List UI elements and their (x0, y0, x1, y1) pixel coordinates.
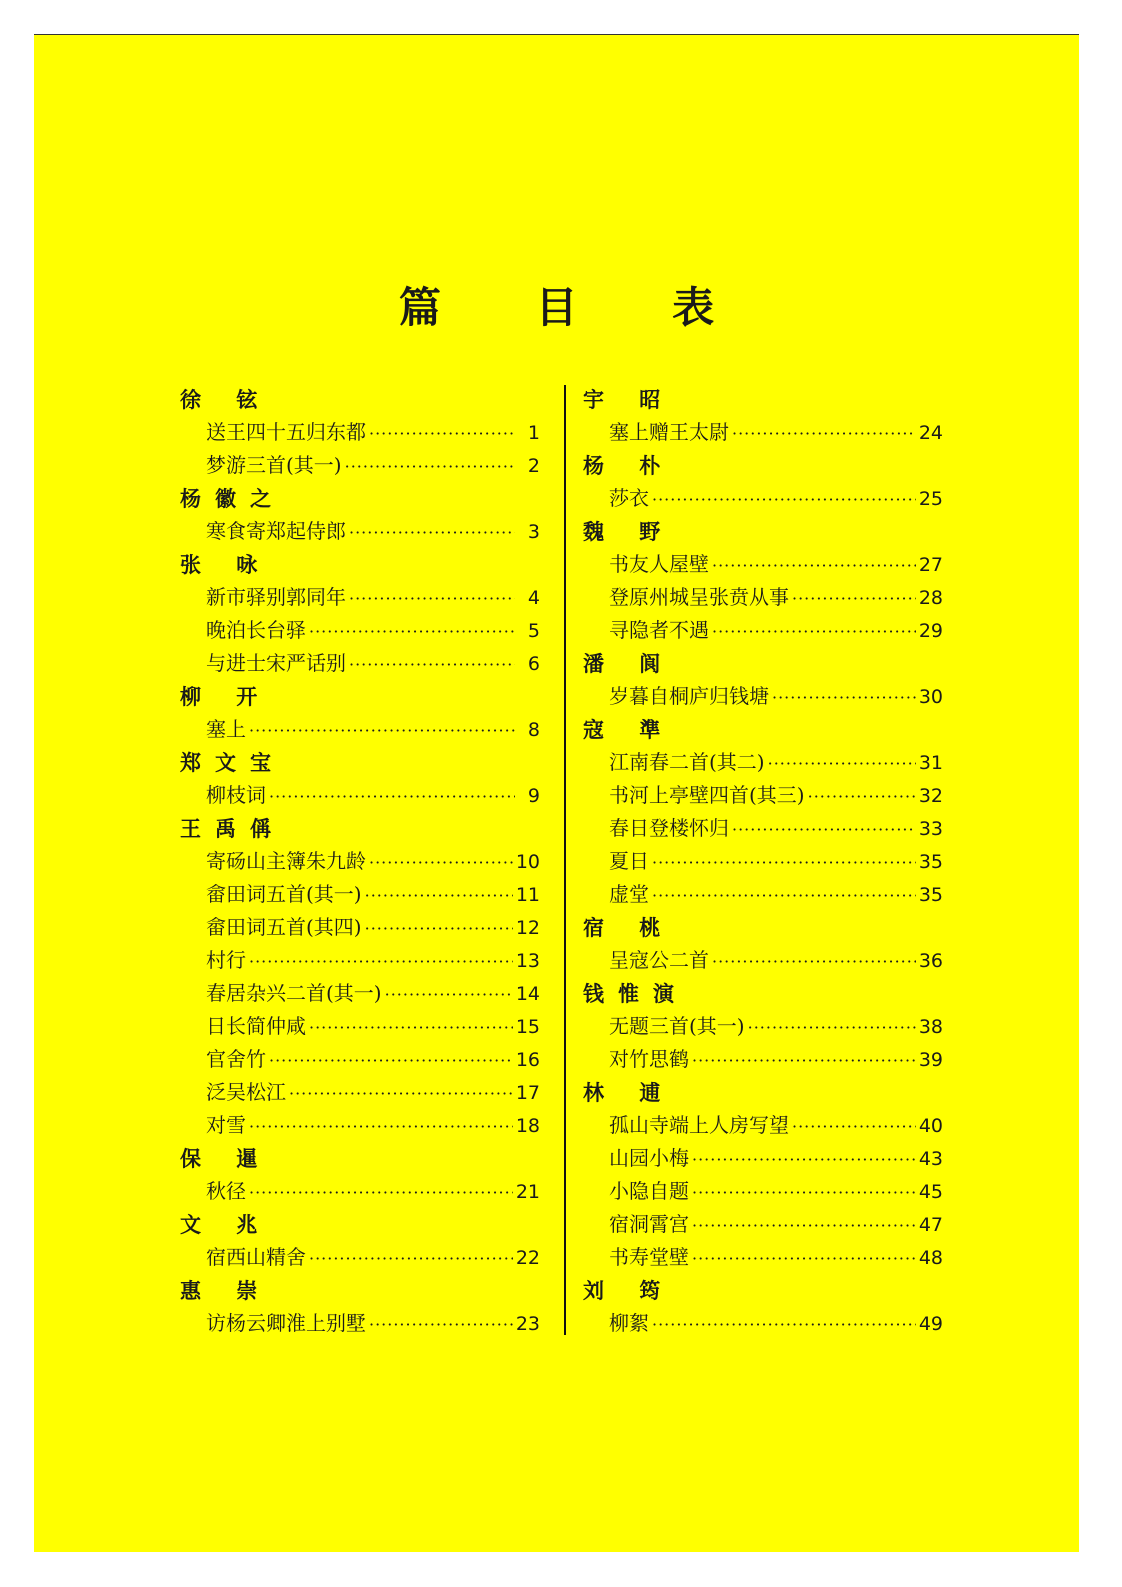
entry-page-number: 39 (918, 1049, 943, 1071)
column-divider (564, 385, 566, 1335)
entry-title: 畲田词五首(其四) (206, 915, 362, 939)
entry-page-number: 1 (527, 422, 540, 444)
entry-title: 寒食寄郑起侍郎 (206, 519, 346, 543)
toc-entry[interactable] (180, 1307, 540, 1340)
entry-title: 塞上赠王太尉 (609, 420, 729, 444)
entry-title: 春居杂兴二首(其一) (206, 981, 382, 1005)
dot-leader (349, 648, 515, 681)
dot-leader (249, 945, 513, 978)
entry-page-number: 28 (918, 587, 943, 609)
author-heading: 徐 铉 (180, 387, 272, 412)
dot-leader (732, 813, 916, 846)
entry-title: 山园小梅 (609, 1146, 689, 1170)
toc-entry[interactable] (180, 614, 540, 647)
entry-title: 孤山寺端上人房写望 (609, 1113, 789, 1137)
dot-leader (309, 615, 515, 648)
toc-entry[interactable] (180, 1241, 540, 1274)
dot-leader (249, 1110, 513, 1143)
author-heading: 王禹偁 (180, 816, 285, 841)
entry-title: 夏日 (609, 849, 649, 873)
toc-entry[interactable] (583, 1208, 943, 1241)
toc-entry[interactable] (583, 779, 943, 812)
entry-title: 岁暮自桐庐归钱塘 (609, 684, 769, 708)
entry-page-number: 14 (515, 983, 540, 1005)
author-heading: 钱惟演 (583, 981, 688, 1006)
author-heading: 宇 昭 (583, 387, 675, 412)
toc-entry[interactable] (583, 746, 943, 779)
toc-entry[interactable] (180, 1109, 540, 1142)
dot-leader (712, 549, 916, 582)
entry-title: 梦游三首(其一) (206, 453, 342, 477)
toc-entry[interactable] (180, 944, 540, 977)
entry-page-number: 40 (918, 1115, 943, 1137)
toc-entry[interactable] (583, 1142, 943, 1175)
toc-entry[interactable] (583, 1241, 943, 1274)
dot-leader (369, 846, 513, 879)
entry-title: 塞上 (206, 717, 246, 741)
entry-title: 晚泊长台驿 (206, 618, 306, 642)
page-title: 篇 目 表 (398, 283, 755, 332)
entry-page-number: 32 (918, 785, 943, 807)
entry-title: 与进士宋严话别 (206, 651, 346, 675)
entry-title: 呈寇公二首 (609, 948, 709, 972)
toc-entry[interactable] (583, 614, 943, 647)
dot-leader (652, 1308, 916, 1341)
toc-entry[interactable] (583, 548, 943, 581)
dot-leader (712, 945, 916, 978)
toc-entry[interactable] (583, 581, 943, 614)
toc-entry[interactable] (180, 581, 540, 614)
toc-entry[interactable] (180, 878, 540, 911)
entry-page-number: 49 (918, 1313, 943, 1335)
toc-entry[interactable] (583, 680, 943, 713)
author-heading: 林 逋 (583, 1080, 675, 1105)
entry-page-number: 21 (515, 1181, 540, 1203)
dot-leader (692, 1044, 916, 1077)
toc-entry[interactable] (583, 482, 943, 515)
entry-title: 对竹思鹤 (609, 1047, 689, 1071)
toc-entry[interactable] (583, 878, 943, 911)
entry-page-number: 27 (918, 554, 943, 576)
toc-right-column (583, 383, 943, 1340)
toc-entry[interactable] (583, 944, 943, 977)
entry-title: 小隐自题 (609, 1179, 689, 1203)
dot-leader (792, 1110, 916, 1143)
dot-leader (349, 516, 515, 549)
entry-title: 春日登楼怀归 (609, 816, 729, 840)
dot-leader (249, 1176, 513, 1209)
entry-page-number: 3 (527, 521, 540, 543)
toc-entry[interactable] (180, 449, 540, 482)
entry-page-number: 8 (527, 719, 540, 741)
author-heading: 宿 桃 (583, 915, 675, 940)
dot-leader (369, 1308, 513, 1341)
entry-page-number: 6 (527, 653, 540, 675)
entry-page-number: 31 (918, 752, 943, 774)
entry-title: 畲田词五首(其一) (206, 882, 362, 906)
entry-page-number: 23 (515, 1313, 540, 1335)
dot-leader (748, 1011, 916, 1044)
dot-leader (349, 582, 515, 615)
entry-page-number: 11 (515, 884, 540, 906)
entry-page-number: 43 (918, 1148, 943, 1170)
entry-page-number: 29 (918, 620, 943, 642)
dot-leader (365, 912, 513, 945)
toc-left-column (180, 383, 540, 1340)
toc-entry[interactable] (180, 416, 540, 449)
entry-title: 访杨云卿淮上别墅 (206, 1311, 366, 1335)
entry-title: 对雪 (206, 1113, 246, 1137)
entry-title: 书友人屋壁 (609, 552, 709, 576)
dot-leader (345, 450, 515, 483)
entry-title: 新市驿别郭同年 (206, 585, 346, 609)
dot-leader (652, 879, 916, 912)
entry-title: 江南春二首(其二) (609, 750, 765, 774)
entry-page-number: 38 (918, 1016, 943, 1038)
toc-entry[interactable] (583, 812, 943, 845)
dot-leader (712, 615, 916, 648)
entry-page-number: 30 (918, 686, 943, 708)
entry-title: 柳絮 (609, 1311, 649, 1335)
toc-entry[interactable] (180, 1043, 540, 1076)
toc-entry[interactable] (583, 1043, 943, 1076)
dot-leader (309, 1242, 513, 1275)
author-heading: 杨徽之 (180, 486, 285, 511)
entry-page-number: 16 (515, 1049, 540, 1071)
dot-leader (249, 714, 515, 747)
toc-entry[interactable] (180, 647, 540, 680)
toc-entry[interactable] (180, 911, 540, 944)
toc-entry[interactable] (583, 845, 943, 878)
entry-title: 宿洞霄宫 (609, 1212, 689, 1236)
entry-page-number: 4 (527, 587, 540, 609)
entry-title: 寻隐者不遇 (609, 618, 709, 642)
toc-entry[interactable] (583, 1010, 943, 1043)
entry-page-number: 48 (918, 1247, 943, 1269)
entry-page-number: 22 (515, 1247, 540, 1269)
dot-leader (768, 747, 916, 780)
toc-entry[interactable] (180, 515, 540, 548)
author-heading: 刘 筠 (583, 1278, 675, 1303)
entry-title: 虚堂 (609, 882, 649, 906)
entry-title: 登原州城呈张贲从事 (609, 585, 789, 609)
entry-page-number: 5 (527, 620, 540, 642)
entry-title: 村行 (206, 948, 246, 972)
entry-title: 莎衣 (609, 486, 649, 510)
dot-leader (652, 483, 916, 516)
entry-page-number: 45 (918, 1181, 943, 1203)
dot-leader (385, 978, 513, 1011)
toc-entry[interactable] (180, 1076, 540, 1109)
toc-entry[interactable] (180, 845, 540, 878)
entry-page-number: 33 (918, 818, 943, 840)
toc-entry[interactable] (583, 1307, 943, 1340)
dot-leader (365, 879, 513, 912)
entry-title: 送王四十五归东都 (206, 420, 366, 444)
entry-page-number: 12 (515, 917, 540, 939)
entry-page-number: 35 (918, 851, 943, 873)
entry-page-number: 47 (918, 1214, 943, 1236)
toc-entry[interactable] (180, 779, 540, 812)
author-heading: 文 兆 (180, 1212, 272, 1237)
author-heading: 魏 野 (583, 519, 675, 544)
author-heading: 潘 阆 (583, 651, 675, 676)
toc-entry[interactable] (180, 1175, 540, 1208)
dot-leader (772, 681, 916, 714)
dot-leader (269, 780, 515, 813)
entry-page-number: 2 (527, 455, 540, 477)
dot-leader (732, 417, 916, 450)
entry-page-number: 18 (515, 1115, 540, 1137)
author-heading: 杨 朴 (583, 453, 675, 478)
dot-leader (692, 1242, 916, 1275)
dot-leader (692, 1209, 916, 1242)
author-heading: 柳 开 (180, 684, 272, 709)
entry-page-number: 36 (918, 950, 943, 972)
entry-page-number: 13 (515, 950, 540, 972)
entry-title: 官舍竹 (206, 1047, 266, 1071)
entry-title: 书河上亭壁四首(其三) (609, 783, 805, 807)
entry-title: 寄砀山主簿朱九龄 (206, 849, 366, 873)
dot-leader (309, 1011, 513, 1044)
dot-leader (269, 1044, 513, 1077)
entry-page-number: 24 (918, 422, 943, 444)
toc-entry[interactable] (583, 1109, 943, 1142)
entry-title: 柳枝词 (206, 783, 266, 807)
entry-page-number: 15 (515, 1016, 540, 1038)
author-heading: 郑文宝 (180, 750, 285, 775)
dot-leader (369, 417, 515, 450)
dot-leader (792, 582, 916, 615)
author-heading: 寇 準 (583, 717, 675, 742)
entry-title: 书寿堂壁 (609, 1245, 689, 1269)
entry-page-number: 25 (918, 488, 943, 510)
entry-title: 宿西山精舍 (206, 1245, 306, 1269)
toc-entry[interactable] (583, 416, 943, 449)
author-heading: 张 咏 (180, 552, 272, 577)
entry-page-number: 17 (515, 1082, 540, 1104)
entry-title: 泛吴松江 (206, 1080, 286, 1104)
toc-entry[interactable] (180, 713, 540, 746)
dot-leader (808, 780, 916, 813)
entry-title: 无题三首(其一) (609, 1014, 745, 1038)
author-heading: 惠 崇 (180, 1278, 272, 1303)
entry-page-number: 9 (527, 785, 540, 807)
toc-entry[interactable] (180, 977, 540, 1010)
entry-page-number: 35 (918, 884, 943, 906)
toc-entry[interactable] (583, 1175, 943, 1208)
dot-leader (289, 1077, 513, 1110)
toc-entry[interactable] (180, 1010, 540, 1043)
dot-leader (692, 1143, 916, 1176)
dot-leader (692, 1176, 916, 1209)
page (34, 34, 1079, 1552)
dot-leader (652, 846, 916, 879)
entry-title: 秋径 (206, 1179, 246, 1203)
author-heading: 保 暹 (180, 1146, 272, 1171)
entry-title: 日长简仲咸 (206, 1014, 306, 1038)
entry-page-number: 10 (515, 851, 540, 873)
